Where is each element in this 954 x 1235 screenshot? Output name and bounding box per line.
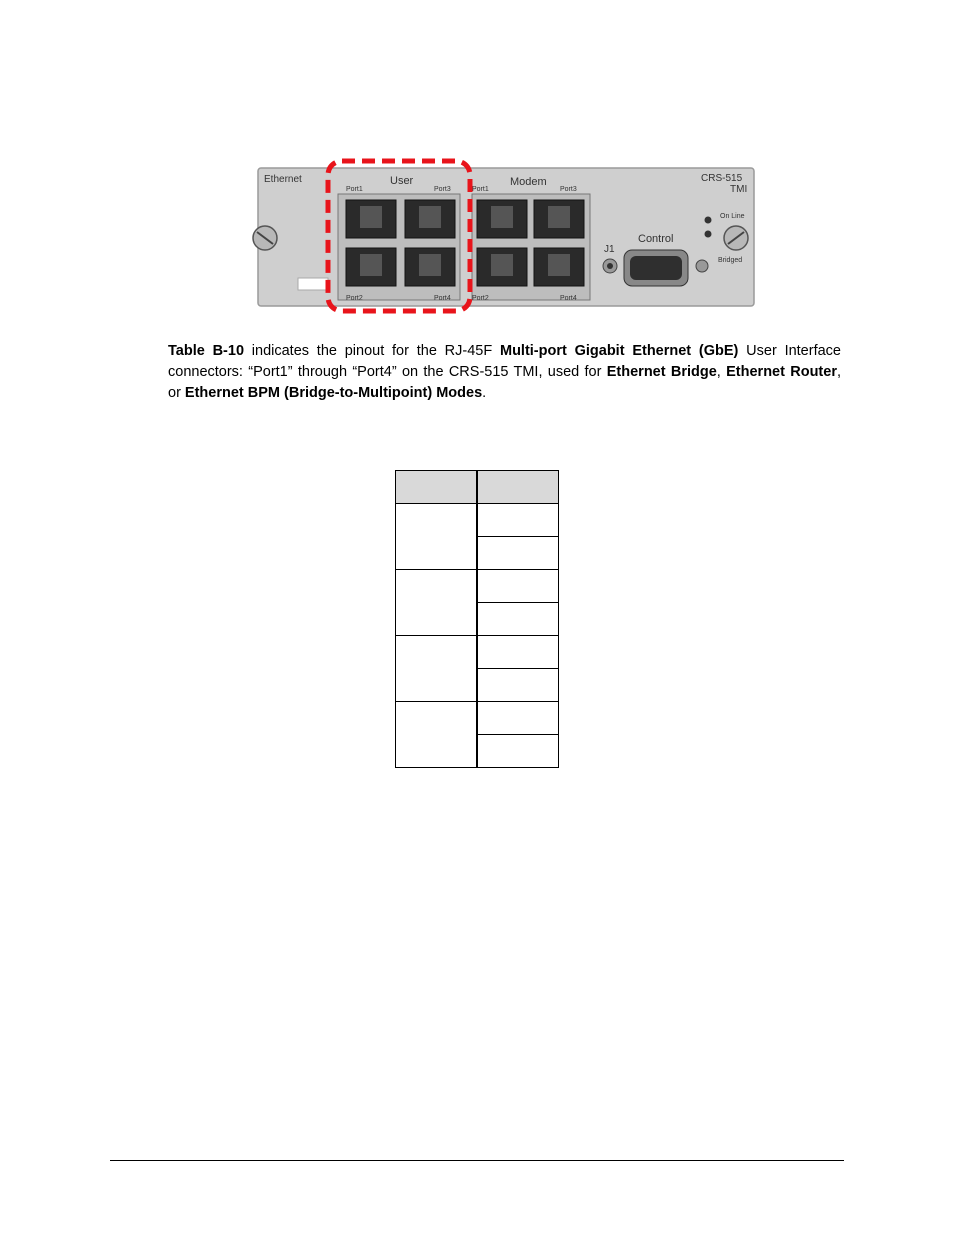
table-header-row (396, 471, 559, 504)
modem-port1-label: Port1 (472, 186, 489, 193)
control-label: Control (638, 233, 674, 245)
user-port1-label: Port1 (346, 186, 363, 193)
pin-cell (477, 603, 559, 636)
intro-router-term: Ethernet Router (726, 364, 837, 380)
table-reference: Table B-10 (168, 343, 245, 359)
bridged-label: Bridged (718, 257, 743, 264)
right-screw-icon (724, 226, 748, 250)
pin-cell (477, 504, 559, 537)
modem-port1-jack (477, 200, 527, 238)
model-label-line2: TMI (730, 184, 748, 195)
on-line-label: On Line (720, 213, 745, 220)
modem-port4-label: Port4 (560, 295, 577, 302)
modem-port4-jack (534, 248, 584, 286)
user-port1-jack (346, 200, 396, 238)
pinout-table (395, 470, 559, 768)
user-port3-jack (405, 200, 455, 238)
group-cell-2 (396, 570, 478, 636)
modem-port2-label: Port2 (472, 295, 489, 302)
table-row (396, 636, 559, 669)
online-led-icon (705, 217, 712, 224)
footer-rule (110, 1160, 844, 1161)
bridged-led-icon (705, 231, 712, 238)
left-screw-icon (253, 226, 277, 250)
intro-text-1: indicates the pinout for the RJ-45F (244, 343, 500, 359)
user-label: User (390, 175, 414, 187)
intro-text-4: , or (168, 364, 841, 401)
table-row (396, 570, 559, 603)
label-plate (298, 278, 328, 290)
user-port4-label: Port4 (434, 295, 451, 302)
j1-connector-icon (603, 259, 617, 273)
pin-cell (477, 669, 559, 702)
group-cell-1 (396, 504, 478, 570)
model-label-line1: CRS-515 (701, 173, 743, 184)
intro-text-2: User Interface connectors: “Port1” through “Port4” on the CRS-515 TMI, used for (168, 343, 841, 380)
user-port2-label: Port2 (346, 295, 363, 302)
intro-text-5: . (482, 385, 487, 401)
modem-port3-label: Port3 (560, 186, 577, 193)
table-row (396, 504, 559, 537)
pin-cell (477, 570, 559, 603)
header-cell-left (396, 471, 478, 504)
modem-port3-jack (534, 200, 584, 238)
modem-port2-jack (477, 248, 527, 286)
intro-bpm-term: Ethernet BPM (Bridge-to-Multipoint) Modes (184, 385, 483, 401)
user-port3-label: Port3 (434, 186, 451, 193)
pin-cell (477, 636, 559, 669)
user-port2-jack (346, 248, 396, 286)
intro-gbe-term: Multi-port Gigabit Ethernet (GbE) (499, 343, 739, 359)
group-cell-4 (396, 702, 478, 768)
j1-label: J1 (604, 244, 615, 255)
modem-port-group (472, 186, 590, 302)
user-port4-jack (405, 248, 455, 286)
intro-bridge-term: Ethernet Bridge (606, 364, 717, 380)
pin-cell (477, 537, 559, 570)
ethernet-label: Ethernet (264, 174, 302, 185)
header-cell-right (477, 471, 559, 504)
user-port-group (338, 186, 460, 302)
intro-paragraph (168, 341, 841, 404)
group-cell-3 (396, 636, 478, 702)
pin-cell (477, 735, 559, 768)
table-row (396, 702, 559, 735)
intro-text-3: , (716, 364, 727, 380)
crs-515-tmi-panel-figure (250, 156, 760, 314)
modem-label: Modem (510, 176, 547, 188)
pin-cell (477, 702, 559, 735)
